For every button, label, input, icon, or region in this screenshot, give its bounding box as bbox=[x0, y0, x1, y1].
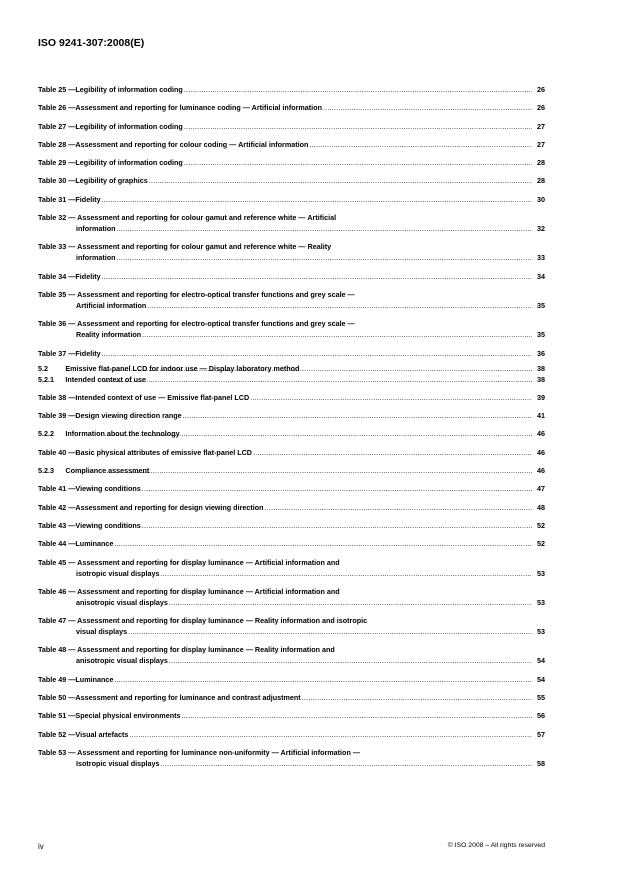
toc-entry-text: Design viewing direction range bbox=[75, 411, 182, 421]
toc-entry-text: Assessment and reporting for luminance non-uniformity — Artificial information — bbox=[77, 747, 361, 757]
toc-page-number: 28 bbox=[537, 158, 545, 168]
toc-table-label: Table 49 bbox=[38, 674, 67, 684]
toc-entry[interactable] bbox=[38, 318, 545, 340]
leader-dots bbox=[104, 363, 532, 374]
leader-dots bbox=[128, 626, 532, 637]
toc-separator: — bbox=[66, 176, 76, 186]
toc-entry[interactable] bbox=[38, 374, 545, 385]
toc-entry[interactable] bbox=[38, 194, 545, 205]
toc-page-number: 26 bbox=[537, 103, 545, 113]
toc-page-number: 28 bbox=[537, 176, 545, 186]
toc-separator: — bbox=[66, 586, 78, 596]
toc-entry[interactable] bbox=[38, 674, 545, 685]
toc-separator: — bbox=[66, 121, 76, 131]
toc-entry-text: Compliance assessment bbox=[65, 466, 150, 476]
toc-entry[interactable] bbox=[38, 84, 545, 95]
toc-separator: — bbox=[66, 319, 78, 329]
toc-page-number: 35 bbox=[537, 300, 545, 310]
toc-page-number: 39 bbox=[537, 392, 545, 402]
toc-entry-text-continued: anisotropic visual displays bbox=[76, 656, 168, 666]
toc-entry-text: Assessment and reporting for display luminance — Artificial information and bbox=[77, 557, 340, 567]
toc-entry[interactable] bbox=[38, 271, 545, 282]
toc-table-label: Table 53 bbox=[38, 747, 67, 757]
toc-table-label: Table 27 bbox=[38, 121, 67, 131]
toc-separator: — bbox=[66, 392, 76, 402]
toc-table-label: Table 35 bbox=[38, 289, 67, 299]
toc-entry[interactable] bbox=[38, 586, 545, 608]
toc-separator: — bbox=[66, 271, 76, 281]
leader-dots bbox=[183, 410, 532, 421]
toc-page-number: 27 bbox=[537, 139, 545, 149]
leader-dots bbox=[184, 157, 532, 168]
leader-dots bbox=[114, 538, 532, 549]
toc-table-label: Table 33 bbox=[38, 242, 67, 252]
page-number: iv bbox=[38, 842, 44, 851]
toc-separator: — bbox=[66, 557, 78, 567]
toc-table-label: Table 37 bbox=[38, 348, 67, 358]
leader-dots bbox=[265, 502, 532, 513]
toc-table-label: Table 41 bbox=[38, 484, 67, 494]
toc-separator: — bbox=[66, 674, 76, 684]
toc-page-number: 46 bbox=[537, 466, 545, 476]
toc-entry-text: Assessment and reporting for electro-optical transfer functions and grey scale — bbox=[77, 289, 355, 299]
toc-entry[interactable] bbox=[38, 241, 545, 263]
leader-dots bbox=[161, 568, 533, 579]
leader-dots bbox=[114, 674, 532, 685]
toc-entry-text: Assessment and reporting for electro-optical transfer functions and grey scale — bbox=[77, 319, 355, 329]
toc-entry[interactable] bbox=[38, 157, 545, 168]
toc-separator: — bbox=[66, 139, 76, 149]
toc-entry-text: Viewing conditions bbox=[75, 484, 141, 494]
leader-dots bbox=[142, 520, 532, 531]
toc-page-number: 30 bbox=[537, 194, 545, 204]
toc-separator: — bbox=[66, 484, 76, 494]
toc-entry-text: Fidelity bbox=[75, 348, 101, 358]
toc-entry[interactable] bbox=[38, 392, 545, 403]
toc-page-number: 46 bbox=[537, 429, 545, 439]
toc-table-label: Table 52 bbox=[38, 729, 67, 739]
toc-clause-number: 5.2 bbox=[38, 363, 48, 373]
toc-entry-text: Assessment and reporting for design viewing direction bbox=[75, 502, 264, 512]
toc-entry-text: Assessment and reporting for display luminance — Reality information and bbox=[77, 645, 335, 655]
toc-separator: — bbox=[66, 645, 78, 655]
leader-dots bbox=[102, 271, 532, 282]
toc-entry-text: Assessment and reporting for luminance coding — Artificial information bbox=[75, 103, 322, 113]
toc-separator: — bbox=[66, 711, 76, 721]
toc-separator: — bbox=[66, 242, 78, 252]
toc-page-number: 55 bbox=[537, 693, 545, 703]
toc-separator: — bbox=[66, 158, 76, 168]
toc-entry-text: Basic physical attributes of emissive flat-panel LCD bbox=[75, 447, 252, 457]
toc-page-number: 41 bbox=[537, 411, 545, 421]
toc-entry-text: Luminance bbox=[75, 539, 114, 549]
toc-entry-text: Information about the technology bbox=[65, 429, 180, 439]
toc-entry-text-continued: visual displays bbox=[76, 627, 128, 637]
toc-page-number: 57 bbox=[537, 729, 545, 739]
toc-entry[interactable] bbox=[38, 692, 545, 703]
toc-entry-text: Assessment and reporting for display luminance — Reality information and isotropic bbox=[77, 616, 368, 626]
toc-table-label: Table 50 bbox=[38, 693, 67, 703]
toc-entry-text: Intended context of use — Emissive flat-panel LCD bbox=[75, 392, 250, 402]
leader-dots bbox=[302, 692, 532, 703]
toc-entry-text-continued: anisotropic visual displays bbox=[76, 597, 168, 607]
toc-page-number: 56 bbox=[537, 711, 545, 721]
toc-separator: — bbox=[66, 502, 76, 512]
toc-separator: — bbox=[66, 348, 76, 358]
toc-table-label: Table 40 bbox=[38, 447, 67, 457]
toc-entry-text: Legibility of graphics bbox=[75, 176, 148, 186]
toc-entry[interactable] bbox=[38, 615, 545, 637]
toc-table-label: Table 30 bbox=[38, 176, 67, 186]
toc-separator: — bbox=[66, 194, 76, 204]
toc-entry-text: Viewing conditions bbox=[75, 520, 141, 530]
toc-entry[interactable] bbox=[38, 363, 545, 374]
toc-entry[interactable] bbox=[38, 483, 545, 494]
toc-table-label: Table 51 bbox=[38, 711, 67, 721]
leader-dots bbox=[104, 374, 532, 385]
toc-entry-text: Luminance bbox=[75, 674, 114, 684]
toc-page-number: 47 bbox=[537, 484, 545, 494]
toc-entry[interactable] bbox=[38, 139, 545, 150]
toc-page-number: 53 bbox=[537, 568, 545, 578]
leader-dots bbox=[104, 465, 532, 476]
toc-entry[interactable] bbox=[38, 348, 545, 359]
toc-page-number: 54 bbox=[537, 674, 545, 684]
toc-table-label: Table 39 bbox=[38, 411, 67, 421]
toc-page-number: 53 bbox=[537, 627, 545, 637]
toc-entry[interactable] bbox=[38, 289, 545, 311]
toc-page-number: 48 bbox=[537, 502, 545, 512]
leader-dots bbox=[147, 300, 532, 311]
toc-entry[interactable] bbox=[38, 175, 545, 186]
toc-entry-text: Assessment and reporting for colour gamut and reference white — Reality bbox=[77, 242, 332, 252]
toc-entry-text: Special physical environments bbox=[75, 711, 181, 721]
toc-table-label: Table 44 bbox=[38, 539, 67, 549]
leader-dots bbox=[184, 121, 532, 132]
toc-entry-text: Assessment and reporting for colour coding — Artificial information bbox=[75, 139, 309, 149]
toc-entry-text-continued: isotropic visual displays bbox=[76, 568, 160, 578]
toc-entry-text: Emissive flat-panel LCD for indoor use — Display laboratory method bbox=[65, 363, 300, 373]
toc-entry-text: Intended context of use bbox=[65, 374, 147, 384]
toc-entry[interactable] bbox=[38, 520, 545, 531]
toc-table-label: Table 43 bbox=[38, 520, 67, 530]
document-header: ISO 9241-307:2008(E) bbox=[38, 37, 145, 49]
toc-entry-text-continued: information bbox=[76, 253, 116, 263]
toc-entry-text: Legibility of information coding bbox=[75, 85, 183, 94]
toc-table-label: Table 28 bbox=[38, 139, 67, 149]
leader-dots bbox=[117, 223, 532, 234]
toc-entry[interactable] bbox=[38, 644, 545, 666]
toc-entry[interactable] bbox=[38, 502, 545, 513]
toc-entry[interactable] bbox=[38, 465, 545, 476]
toc-table-label: Table 38 bbox=[38, 392, 67, 402]
table-of-contents bbox=[38, 84, 545, 769]
toc-page-number: 46 bbox=[537, 447, 545, 457]
leader-dots bbox=[104, 428, 532, 439]
toc-entry-text: Visual artefacts bbox=[75, 729, 129, 739]
toc-page-number: 58 bbox=[537, 758, 545, 768]
toc-separator: — bbox=[66, 213, 78, 223]
leader-dots bbox=[129, 729, 532, 740]
toc-table-label: Table 42 bbox=[38, 502, 67, 512]
toc-page-number: 52 bbox=[537, 539, 545, 549]
toc-clause-number: 5.2.1 bbox=[38, 374, 54, 384]
toc-separator: — bbox=[66, 520, 76, 530]
toc-clause-number: 5.2.3 bbox=[38, 466, 54, 476]
toc-separator: — bbox=[66, 447, 76, 457]
toc-entry-text-continued: Reality information bbox=[76, 330, 142, 340]
toc-separator: — bbox=[66, 411, 76, 421]
toc-entry-text: Assessment and reporting for display luminance — Artificial information and bbox=[77, 586, 340, 596]
toc-entry-text-continued: Isotropic visual displays bbox=[76, 758, 160, 768]
toc-page-number: 36 bbox=[537, 348, 545, 358]
toc-entry-text: Fidelity bbox=[75, 194, 101, 204]
toc-table-label: Table 34 bbox=[38, 271, 67, 281]
toc-table-label: Table 32 bbox=[38, 213, 67, 223]
toc-separator: — bbox=[66, 85, 76, 94]
toc-table-label: Table 31 bbox=[38, 194, 67, 204]
leader-dots bbox=[161, 758, 533, 769]
toc-separator: — bbox=[66, 747, 78, 757]
toc-entry[interactable] bbox=[38, 538, 545, 549]
toc-clause-number: 5.2.2 bbox=[38, 429, 54, 439]
toc-table-label: Table 26 bbox=[38, 103, 67, 113]
toc-entry[interactable] bbox=[38, 557, 545, 579]
leader-dots bbox=[142, 329, 532, 340]
leader-dots bbox=[184, 84, 532, 95]
leader-dots bbox=[309, 139, 532, 150]
toc-entry-text: Assessment and reporting for colour gamut and reference white — Artificial bbox=[77, 213, 337, 223]
toc-separator: — bbox=[66, 289, 78, 299]
toc-separator: — bbox=[66, 693, 76, 703]
leader-dots bbox=[323, 102, 532, 113]
toc-page-number: 54 bbox=[537, 656, 545, 666]
leader-dots bbox=[169, 655, 532, 666]
toc-separator: — bbox=[66, 103, 76, 113]
leader-dots bbox=[253, 447, 532, 458]
leader-dots bbox=[102, 348, 532, 359]
toc-entry[interactable] bbox=[38, 447, 545, 458]
toc-entry-text: Legibility of information coding bbox=[75, 121, 183, 131]
toc-entry[interactable] bbox=[38, 102, 545, 113]
leader-dots bbox=[102, 194, 532, 205]
toc-entry-text-continued: information bbox=[76, 224, 116, 234]
toc-table-label: Table 46 bbox=[38, 586, 67, 596]
leader-dots bbox=[142, 483, 532, 494]
toc-separator: — bbox=[66, 616, 78, 626]
toc-entry[interactable] bbox=[38, 121, 545, 132]
toc-entry-text-continued: Artificial information bbox=[76, 300, 147, 310]
toc-entry[interactable] bbox=[38, 710, 545, 721]
toc-page-number: 34 bbox=[537, 271, 545, 281]
toc-page-number: 38 bbox=[537, 374, 545, 384]
toc-page-number: 32 bbox=[537, 224, 545, 234]
toc-entry-text: Assessment and reporting for luminance and contrast adjustment bbox=[75, 693, 301, 703]
toc-page-number: 33 bbox=[537, 253, 545, 263]
toc-table-label: Table 45 bbox=[38, 557, 67, 567]
toc-table-label: Table 25 bbox=[38, 85, 67, 94]
toc-entry[interactable] bbox=[38, 729, 545, 740]
toc-page-number: 53 bbox=[537, 597, 545, 607]
toc-page-number: 38 bbox=[537, 363, 545, 373]
toc-entry[interactable] bbox=[38, 212, 545, 234]
leader-dots bbox=[169, 597, 532, 608]
toc-table-label: Table 36 bbox=[38, 319, 67, 329]
toc-page-number: 27 bbox=[537, 121, 545, 131]
toc-table-label: Table 47 bbox=[38, 616, 67, 626]
toc-table-label: Table 29 bbox=[38, 158, 67, 168]
leader-dots bbox=[250, 392, 532, 403]
toc-page-number: 52 bbox=[537, 520, 545, 530]
toc-entry-text: Fidelity bbox=[75, 271, 101, 281]
toc-separator: — bbox=[66, 729, 76, 739]
toc-table-label: Table 48 bbox=[38, 645, 67, 655]
toc-entry[interactable] bbox=[38, 747, 545, 769]
toc-separator: — bbox=[66, 539, 76, 549]
toc-page-number: 26 bbox=[537, 85, 545, 94]
toc-entry[interactable] bbox=[38, 428, 545, 439]
leader-dots bbox=[149, 175, 532, 186]
toc-page-number: 35 bbox=[537, 330, 545, 340]
leader-dots bbox=[117, 252, 532, 263]
leader-dots bbox=[181, 710, 532, 721]
toc-entry[interactable] bbox=[38, 410, 545, 421]
toc-entry-text: Legibility of information coding bbox=[75, 158, 183, 168]
copyright-notice: © ISO 2008 – All rights reserved bbox=[447, 842, 545, 849]
